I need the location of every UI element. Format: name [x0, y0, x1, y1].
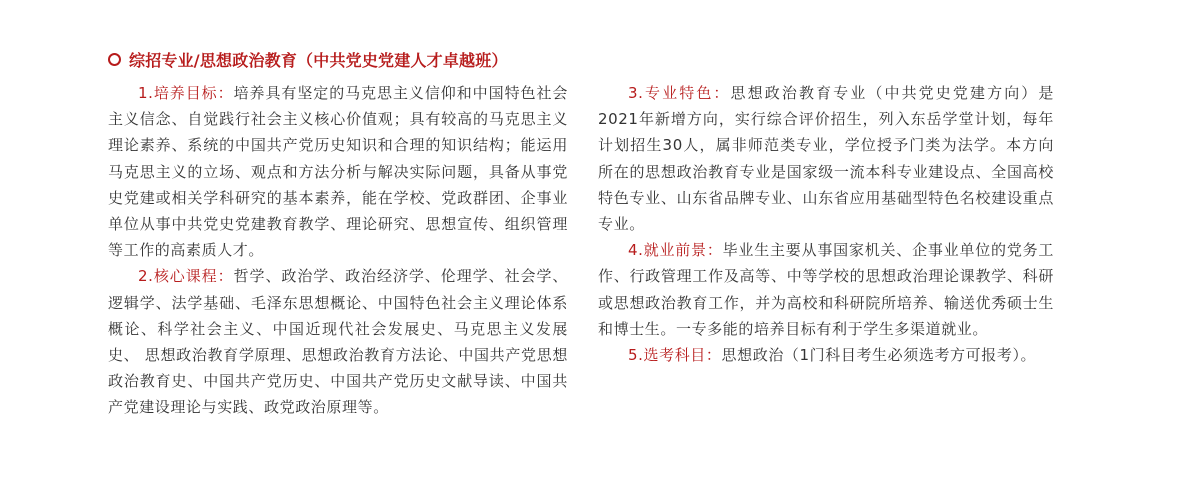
core-courses-text: 哲学、政治学、政治经济学、伦理学、社会学、逻辑学、法学基础、毛泽东思想概论、中国特色社会主义理论体系概论、科学社会主义、中国近现代社会发展史、马克思主义发展史、 思想政治教育学原理、思想政治教育方法论、中国共产党思想政治教育史、中国共产党历史、中国共产党历史文献导读、中国共产党建设理论与实践、政党政治原理等。	[108, 267, 568, 417]
right-column	[598, 80, 1054, 368]
circle-icon	[108, 53, 121, 66]
elective-subjects-paragraph	[598, 342, 1054, 368]
section-title: 综招专业/思想政治教育（中共党史党建人才卓越班）	[129, 50, 508, 70]
training-goal-text: 培养具有坚定的马克思主义信仰和中国特色社会主义信念、自觉践行社会主义核心价值观；具有较高的马克思主义理论素养、系统的中国共产党历史知识和合理的知识结构；能运用马克思主义的立场、观点和方法分析与解决实际问题，具备从事党史党建或相关学科研究的基本素养，能在学校、党政群团、企事业单位从事中共党史党建教育教学、理论研究、思想宣传、组织管理等工作的高素质人才。	[108, 84, 568, 260]
elective-subjects-label: 5.选考科目：	[628, 346, 722, 365]
training-goal-paragraph	[108, 80, 568, 263]
major-features-text: 思想政治教育专业（中共党史党建方向）是2021年新增方向，实行综合评价招生，列入东岳学堂计划，每年计划招生30人，属非师范类专业，学位授予门类为法学。本方向所在的思想政治教育专业是国家级一流本科专业建设点、全国高校特色专业、山东省品牌专业、山东省应用基础型特色名校建设重点专业。	[598, 84, 1055, 234]
core-courses-paragraph	[108, 263, 568, 420]
career-prospects-text: 毕业生主要从事国家机关、企事业单位的党务工作、行政管理工作及高等、中等学校的思想政治理论课教学、科研或思想政治教育工作，并为高校和科研院所培养、输送优秀硕士生和博士生。一专多能的培养目标有利于学生多渠道就业。	[598, 241, 1054, 338]
career-prospects-label: 4.就业前景：	[628, 241, 723, 260]
training-goal-label: 1.培养目标：	[138, 84, 234, 102]
major-features-label: 3.专业特色：	[628, 84, 731, 102]
core-courses-label: 2.核心课程：	[138, 267, 234, 286]
elective-subjects-text: 思想政治（1门科目考生必须选考方可报考）。	[721, 346, 1037, 365]
major-features-paragraph	[598, 80, 1054, 237]
career-prospects-paragraph	[598, 237, 1054, 342]
section-header	[108, 46, 508, 72]
left-column	[108, 80, 568, 421]
